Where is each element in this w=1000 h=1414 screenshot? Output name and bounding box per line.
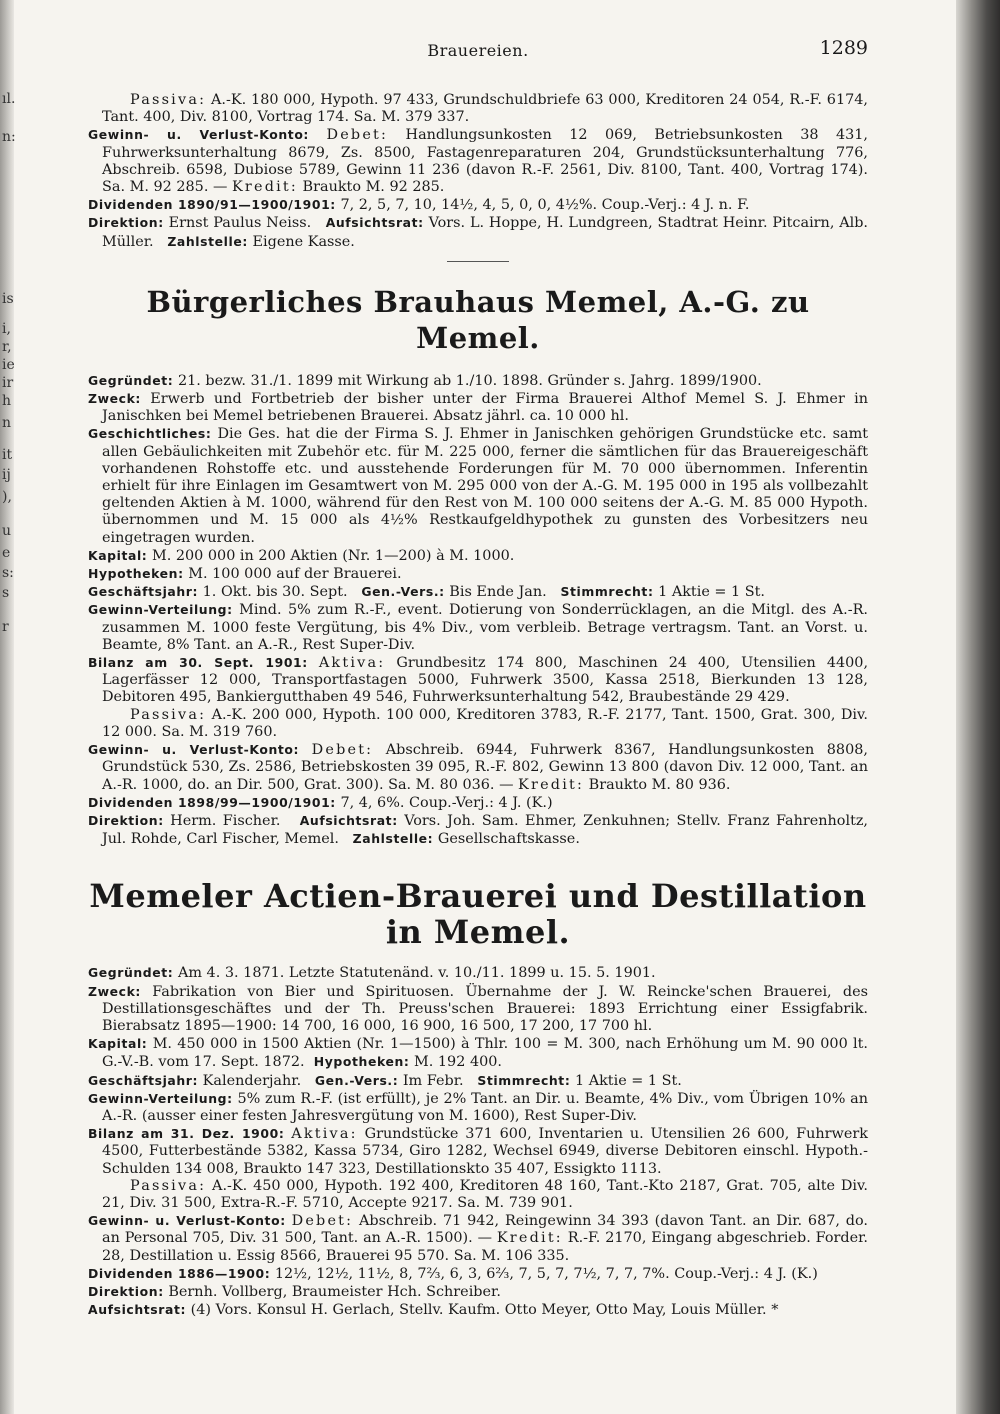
prev-direktion: Direktion: Ernst Paulus Neiss. Aufsichtsrat: Vors. L. Hoppe, H. Lundgreen, Stadtrat Heinr. Pitcairn, Alb. Müller. Zahlstelle: Eigene Kasse. bbox=[88, 215, 868, 250]
margin-fragment: r bbox=[2, 619, 9, 635]
company-title: Memeler Actien-Brauerei und Destillation in Memel. bbox=[89, 877, 867, 952]
c2-passiva: Passiva: A.-K. 450 000, Hypoth. 192 400, Kreditoren 48 160, Tant.-Kto 2187, Grat. 705, alte Div. 21, Div. 31 500, Extra-R.-F. 5710, Accepte 9217. Sa. M. 739 901. bbox=[102, 1177, 869, 1211]
c2-gegruendet: Gegründet: Am 4. 3. 1871. Letzte Statutenänd. v. 10./11. 1899 u. 15. 5. 1901. bbox=[88, 965, 656, 982]
margin-fragment: ıl. bbox=[2, 91, 16, 107]
c2-direktion: Direktion: Bernh. Vollberg, Braumeister Hch. Schreiber. bbox=[88, 1283, 501, 1300]
section-separator bbox=[447, 261, 509, 262]
margin-fragment: h bbox=[2, 393, 12, 409]
c1-passiva: Passiva: A.-K. 200 000, Hypoth. 100 000, Kreditoren 3783, R.-F. 2177, Tant. 1500, Grat. 300, Div. 12 000. Sa. M. 319 760. bbox=[102, 706, 868, 740]
c1-hypotheken: Hypotheken: M. 100 000 auf der Brauerei. bbox=[88, 566, 402, 583]
c2-aufsichtsrat: Aufsichtsrat: (4) Vors. Konsul H. Gerlach, Stellv. Kaufm. Otto Meyer, Otto May, Louis Müller. * bbox=[88, 1302, 779, 1319]
margin-fragment: it bbox=[2, 447, 13, 463]
company-entry-buergerliches-brauhaus bbox=[88, 284, 868, 848]
right-page-edge-shadow bbox=[956, 0, 1000, 1414]
margin-fragment: n: bbox=[2, 129, 16, 145]
page-header bbox=[88, 37, 868, 72]
c2-zweck: Zweck: Fabrikation von Bier und Spirituosen. Übernahme der J. W. Reincke'schen Brauerei, des Destillationsgeschäftes und der Th. Preuss'schen Brauerei: 1893 Errichtung einer Essigfabrik. Bierabsatz 1895—1900: 14 700, 16 000, 16 900, 16 500, 17 200, 17 700 hl. bbox=[88, 983, 868, 1034]
margin-fragment: ), bbox=[2, 489, 12, 505]
c1-bilanz: Bilanz am 30. Sept. 1901: Aktiva: Grundbesitz 174 800, Maschinen 24 400, Utensilien 4400, Lagerfässer 12 000, Transportfastagen 5000, Fuhrwerk 3500, Kassa 2518, Bierkunden 13 128, Debitoren 495, Bankiergutthaben 49 546, Fuhrwerksunterhaltung 542, Braubestände 29 429. bbox=[88, 655, 869, 706]
c1-gewinn-verteilung: Gewinn-Verteilung: Mind. 5% zum R.-F., event. Dotierung von Sonderrücklagen, an die Mitgl. des A.-R. zusammen M. 1000 feste Vergütung, bis 4% Div., vom verbleib. Betrage vertragsm. Tant. an Vorst. u. Beamte, 8% Tant. an A.-R., Rest Super-Div. bbox=[88, 602, 868, 653]
c1-gegruendet: Gegründet: 21. bezw. 31./1. 1899 mit Wirkung ab 1./10. 1898. Gründer s. Jahrg. 1899/1900. bbox=[88, 372, 762, 389]
margin-fragment: s: bbox=[2, 565, 14, 581]
c2-dividenden: Dividenden 1886—1900: 12½, 12½, 11½, 8, 7⅔, 6, 3, 6⅔, 7, 5, 7, 7½, 7, 7, 7%. Coup.-Verj.: 4 J. (K.) bbox=[88, 1265, 818, 1282]
company-title: Bürgerliches Brauhaus Memel, A.-G. zu Memel. bbox=[146, 284, 810, 355]
page-number: 1289 bbox=[819, 37, 868, 59]
margin-fragment: ij bbox=[2, 467, 11, 483]
margin-fragment: ir bbox=[2, 375, 14, 391]
c1-dividenden: Dividenden 1898/99—1900/1901: 7, 4, 6%. Coup.-Verj.: 4 J. (K.) bbox=[88, 794, 553, 811]
c2-gewinn-verteilung: Gewinn-Verteilung: 5% zum R.-F. (ist erfüllt), je 2% Tant. an Dir. u. Beamte, 4% Div., vom Übrigen 10% an A.-R. (ausser einer festen Jahresvergütung von M. 1600), Rest Super-Div. bbox=[88, 1090, 869, 1124]
previous-entry-continuation bbox=[88, 92, 868, 251]
margin-fragment: r, bbox=[2, 339, 12, 355]
c1-geschichtliches: Geschichtliches: Die Ges. hat die der Firma S. J. Ehmer in Janischken gehörigen Grundstücke etc. samt allen Gebäulichkeiten mit Zubehör etc. für M. 225 000, ferner die sämtlichen für das Brauereigeschäft vorhandenen Rohstoffe etc. und ausstehende Forderungen für M. 70 000 übernommen. Inferentin erhielt für ihre Einlagen im Gesamtwert von M. 295 000 von der A.-G. M. 195 000 in 195 als vollbezahlt geltenden Aktien à M. 1000, während für den Rest von M. 100 000 seitens der A.-G. M. 85 000 Hypoth. übernommen und M. 15 000 als 4½% Restkaufgeldhypothek zu gunsten des Vorbesitzers neu eingetragen wurden. bbox=[88, 426, 868, 546]
c1-geschaeftsjahr: Geschäftsjahr: 1. Okt. bis 30. Sept. Gen.-Vers.: Bis Ende Jan. Stimmrecht: 1 Aktie = 1 St. bbox=[88, 584, 765, 601]
c2-geschaeftsjahr: Geschäftsjahr: Kalenderjahr. Gen.-Vers.: Im Febr. Stimmrecht: 1 Aktie = 1 St. bbox=[88, 1072, 682, 1089]
prev-guv: Gewinn- u. Verlust-Konto: Debet: Handlungsunkosten 12 069, Betriebsunkosten 38 431, Fuhrwerksunterhaltung 8679, Zs. 8500, Fastagenreparaturen 204, Grundstücksunterhaltung 776, Abschreib. 6598, Dubiose 5789, Gewinn 11 236 (davon R.-F. 2561, Div. 8100, Tant. 400, Vortrag 174). Sa. M. 92 285. — Kredit: Braukto M. 92 285. bbox=[88, 127, 869, 196]
margin-fragment: u bbox=[2, 523, 12, 539]
c1-direktion: Direktion: Herm. Fischer. Aufsichtsrat: Vors. Joh. Sam. Ehmer, Zenkuhnen; Stellv. Franz Fahrenholtz, Jul. Rohde, Carl Fischer, Memel. Zahlstelle: Gesellschaftskasse. bbox=[88, 812, 869, 848]
margin-fragment: s bbox=[2, 585, 10, 601]
margin-fragment: is bbox=[2, 291, 14, 307]
c2-bilanz: Bilanz am 31. Dez. 1900: Aktiva: Grundstücke 371 600, Inventarien u. Utensilien 26 600, Fuhrwerk 4500, Futterbestände 5382, Kassa 5734, Giro 1282, Wechsel 6949, diverse Debitoren einschl. Hypoth.-Schulden 134 008, Braukto 147 323, Destillationskto 35 407, Essigkto 1113. bbox=[88, 1126, 868, 1177]
c2-kapital: Kapital: M. 450 000 in 1500 Aktien (Nr. 1—1500) à Thlr. 100 = M. 300, nach Erhöhung um M. 90 000 lt. G.-V.-B. vom 17. Sept. 1872. Hypotheken: M. 192 400. bbox=[88, 1036, 868, 1071]
c1-guv: Gewinn- u. Verlust-Konto: Debet: Abschreib. 6944, Fuhrwerk 8367, Handlungsunkosten 8808, Grundstück 530, Zs. 2586, Betriebskosten 39 095, R.-F. 802, Gewinn 13 800 (davon Div. 12 000, Tant. an A.-R. 1000, do. an Dir. 500, Grat. 300). Sa. M. 80 036. — Kredit: Braukto M. 80 936. bbox=[88, 742, 868, 793]
margin-fragment: e bbox=[2, 545, 11, 561]
page-content bbox=[88, 37, 869, 1319]
prev-passiva: Passiva: A.-K. 180 000, Hypoth. 97 433, Grundschuldbriefe 63 000, Kreditoren 24 054, R.-F. 6174, Tant. 400, Div. 8100, Vortrag 174. Sa. M. 379 337. bbox=[102, 92, 869, 126]
running-title: Brauereien. bbox=[427, 41, 529, 60]
margin-fragment: ie bbox=[2, 357, 15, 373]
left-page-edge bbox=[0, 0, 14, 1414]
margin-fragment: n bbox=[2, 415, 12, 431]
margin-fragment: i, bbox=[2, 321, 11, 337]
c1-zweck: Zweck: Erwerb und Fortbetrieb der bisher unter der Firma Brauerei Althof Memel S. J. Ehmer in Janischken bei Memel betriebenen Brauerei. Absatz jährl. ca. 10 000 hl. bbox=[88, 391, 869, 425]
prev-dividenden: Dividenden 1890/91—1900/1901: 7, 2, 5, 7, 10, 14½, 4, 5, 0, 0, 4½%. Coup.-Verj.: 4 J. n. F. bbox=[88, 197, 750, 214]
c1-kapital: Kapital: M. 200 000 in 200 Aktien (Nr. 1—200) à M. 1000. bbox=[88, 547, 515, 564]
c2-guv: Gewinn- u. Verlust-Konto: Debet: Abschreib. 71 942, Reingewinn 34 393 (davon Tant. an Dir. 687, do. an Personal 705, Div. 31 500, Tant. an A.-R. 1500). — Kredit: R.-F. 2170, Eingang abgeschrieb. Forder. 28, Destillation u. Essig 8566, Brauerei 95 570. Sa. M. 106 335. bbox=[88, 1213, 869, 1264]
company-entry-memeler-actien-brauerei bbox=[88, 878, 868, 1319]
